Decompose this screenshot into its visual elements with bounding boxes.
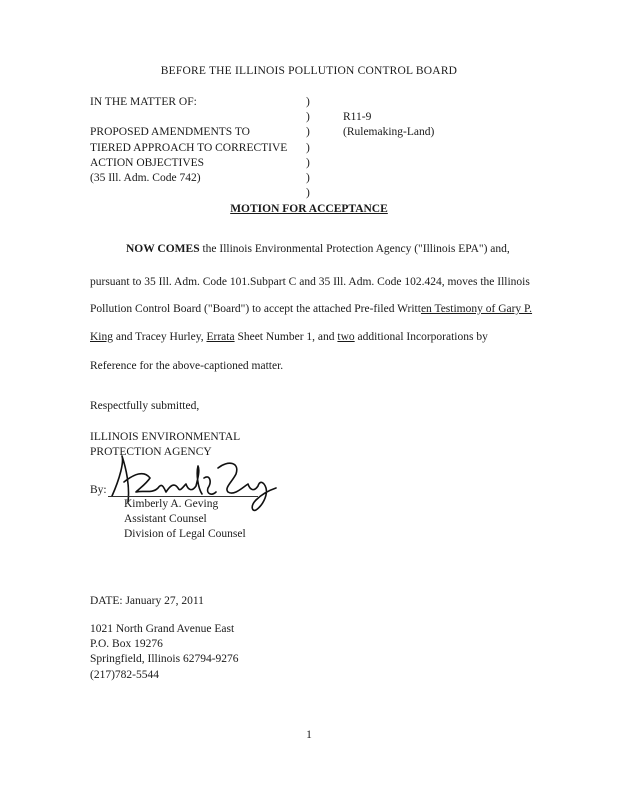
filing-date: DATE: January 27, 2011 xyxy=(90,595,204,607)
tribunal-header: BEFORE THE ILLINOIS POLLUTION CONTROL BOARD xyxy=(160,65,458,77)
body-line-2: pursuant to 35 Ill. Adm. Code 101.Subpart C and 35 Ill. Adm. Code 102.424, moves the Illinois xyxy=(90,276,530,288)
paren: ) xyxy=(306,156,310,169)
body-line-4: King and Tracey Hurley, Errata Sheet Number 1, and two additional Incorporations by xyxy=(90,331,488,343)
closing: Respectfully submitted, xyxy=(90,400,200,412)
signatory-name: Kimberly A. Geving xyxy=(124,498,219,510)
case-caption xyxy=(90,95,287,186)
caption-line: TIERED APPROACH TO CORRECTIVE xyxy=(90,141,288,154)
paren: ) xyxy=(306,187,310,200)
caption-line: ACTION OBJECTIVES xyxy=(90,156,205,169)
body-line-5: Reference for the above-captioned matter. xyxy=(90,360,284,372)
paren: ) xyxy=(306,172,310,185)
docket-type: (Rulemaking-Land) xyxy=(343,126,435,139)
docket-number: R11-9 xyxy=(343,111,372,123)
mailing-address: 1021 North Grand Avenue East P.O. Box 19276 Springfield, Illinois 62794-9276 (217)782-5544 xyxy=(90,623,239,681)
paren: ) xyxy=(306,111,310,124)
caption-line: (35 Ill. Adm. Code 742) xyxy=(90,172,201,185)
by-label: By: xyxy=(90,484,107,496)
paren: ) xyxy=(306,141,310,154)
signatory-block xyxy=(124,497,246,543)
body-line-3: Pollution Control Board ("Board") to accept the attached Pre-filed Written Testimony of Gary P. xyxy=(90,303,533,315)
page-number: 1 xyxy=(306,729,312,741)
signatory-role: Assistant Counsel xyxy=(124,513,207,526)
docket-info xyxy=(343,110,434,140)
caption-parens xyxy=(306,95,318,201)
body-lead: NOW COMES xyxy=(126,243,200,255)
paren: ) xyxy=(306,96,310,108)
agency-name: ILLINOIS ENVIRONMENTAL PROTECTION AGENCY xyxy=(90,431,241,459)
signatory-division: Division of Legal Counsel xyxy=(124,528,246,541)
caption-line: IN THE MATTER OF: xyxy=(90,96,197,108)
body-line-1: NOW COMES the Illinois Environmental Protection Agency ("Illinois EPA") and, xyxy=(126,243,510,255)
caption-line xyxy=(90,110,287,125)
paren: ) xyxy=(306,126,310,139)
caption-line: PROPOSED AMENDMENTS TO xyxy=(90,126,250,139)
document-title: MOTION FOR ACCEPTANCE xyxy=(230,203,388,215)
